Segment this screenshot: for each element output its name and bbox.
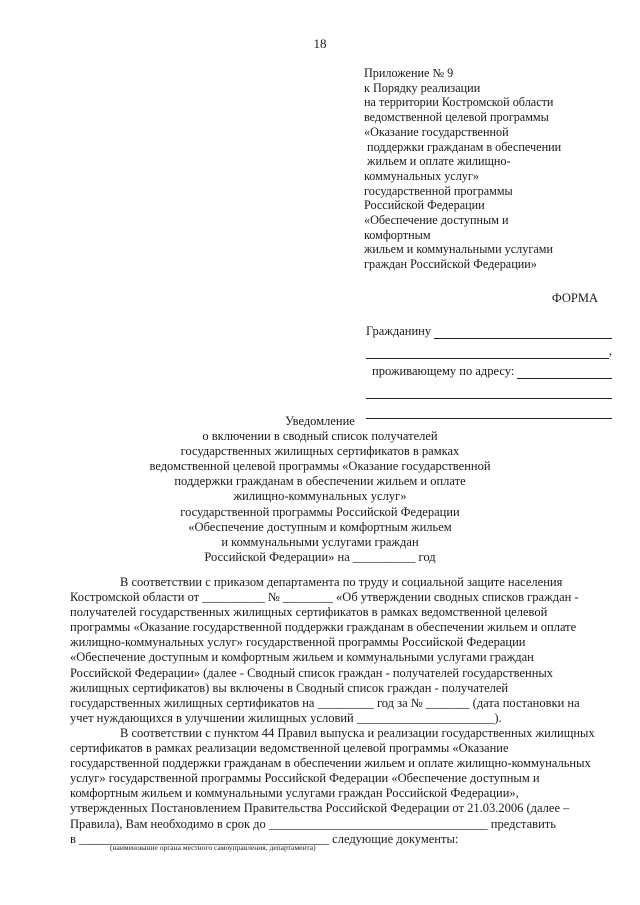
address-field[interactable] [517,367,612,379]
paragraph-1-line: учет нуждающихся в улучшении жилищных условий ______________________). [70,710,502,725]
page-number: 18 [313,36,327,51]
citizen-name-field-continued[interactable] [366,347,609,359]
notice-title [100,414,540,565]
appendix-line: к Порядку реализации [364,80,481,95]
citizen-label: Гражданину [366,324,432,338]
appendix-line: «Обеспечение доступным и [364,213,509,228]
title-line: Уведомление [285,414,355,428]
paragraph-2-line: услуг» государственной программы Российской Федерации «Обеспечение доступным и [70,771,540,786]
appendix-line: граждан Российской Федерации» [364,257,537,272]
paragraph-2-line: государственной поддержки гражданам в обеспечении жильем и оплате жилищно-коммунальных [70,756,591,771]
address-field-line-2[interactable] [366,387,612,399]
title-line: Российской Федерации» на __________ год [204,549,436,564]
paragraph-1-line: жилищно-коммунальных услуг» государственной программы Российской Федерации [70,635,526,650]
appendix-line: поддержки гражданам в обеспечении [364,139,562,154]
title-line: ведомственной целевой программы «Оказание государственной [149,459,491,474]
title-line: жилищно-коммунальных услуг» [233,489,407,504]
comma: , [608,344,612,358]
title-line: государственных жилищных сертификатов в рамках [180,444,460,459]
title-line: о включении в сводный список получателей [202,429,438,444]
appendix-line: ведомственной целевой программы [364,110,549,125]
paragraph-2-line: сертификатов в рамках реализации ведомственной целевой программы «Оказание [70,741,509,756]
appendix-line: жильем и коммунальными услугами [364,242,553,257]
title-line: «Обеспечение доступным и комфортным жильем [188,519,452,534]
title-line: государственной программы Российской Федерации [180,504,460,519]
paragraph-2-line: утвержденных Постановлением Правительства Российской Федерации от 21.03.2006 (далее – [70,801,570,816]
paragraph-1-line: В соответствии с приказом департамента по труду и социальной защите населения [120,575,563,589]
paragraph-2-line: комфортным жильем и коммунальными услугами граждан Российской Федерации», [70,786,519,801]
paragraph-1-line: «Обеспечение доступным и комфортным жильем и коммунальными услугами граждан [70,650,534,665]
authority-caption: (наименование органа местного самоуправления, департамента) [110,843,316,852]
title-line: поддержки гражданам в обеспечении жильем и оплате [174,474,466,489]
paragraph-1-line: Российской Федерации» (далее - Сводный список граждан - получателей государственных [70,665,554,680]
appendix-line: государственной программы [364,183,513,198]
paragraph-1-line: государственных жилищных сертификатов на _________ год за № _______ (дата постановки на [70,695,580,710]
appendix-line: комфортным [364,227,431,242]
notice-body [70,575,610,847]
paragraph-1-line: программы «Оказание государственной поддержки гражданам в обеспечении жильем и оплате [70,620,577,635]
form-label: ФОРМА [551,291,598,305]
address-label: проживающему по адресу: [372,364,515,378]
paragraph-2-line: в ________________________________________ следующие документы: [70,831,459,846]
citizen-name-field[interactable] [434,327,612,339]
appendix-line: Российской Федерации [364,198,485,213]
appendix-line: «Оказание государственной [364,124,509,139]
appendix-line: Приложение № 9 [364,66,454,80]
paragraph-1-line: получателей государственных жилищных сертификатов в рамках ведомственной целевой [70,605,548,620]
addressee-block [366,323,612,423]
paragraph-2-line: Правила), Вам необходимо в срок до ___________________________________ представить [70,816,556,831]
appendix-line: жильем и оплате жилищно- [364,154,511,169]
appendix-line: на территории Костромской области [364,95,554,110]
title-line: и коммунальными услугами граждан [221,534,419,549]
paragraph-1-line: жилищных сертификатов) вы включены в Сводный список граждан - получателей [70,680,509,695]
paragraph-1-line: Костромской области от __________ № ________ «Об утверждении сводных списков граждан - [70,590,579,605]
appendix-header [364,66,614,272]
paragraph-2-line: В соответствии с пунктом 44 Правил выпуска и реализации государственных жилищных [120,725,595,740]
appendix-line: коммунальных услуг» [364,168,479,183]
